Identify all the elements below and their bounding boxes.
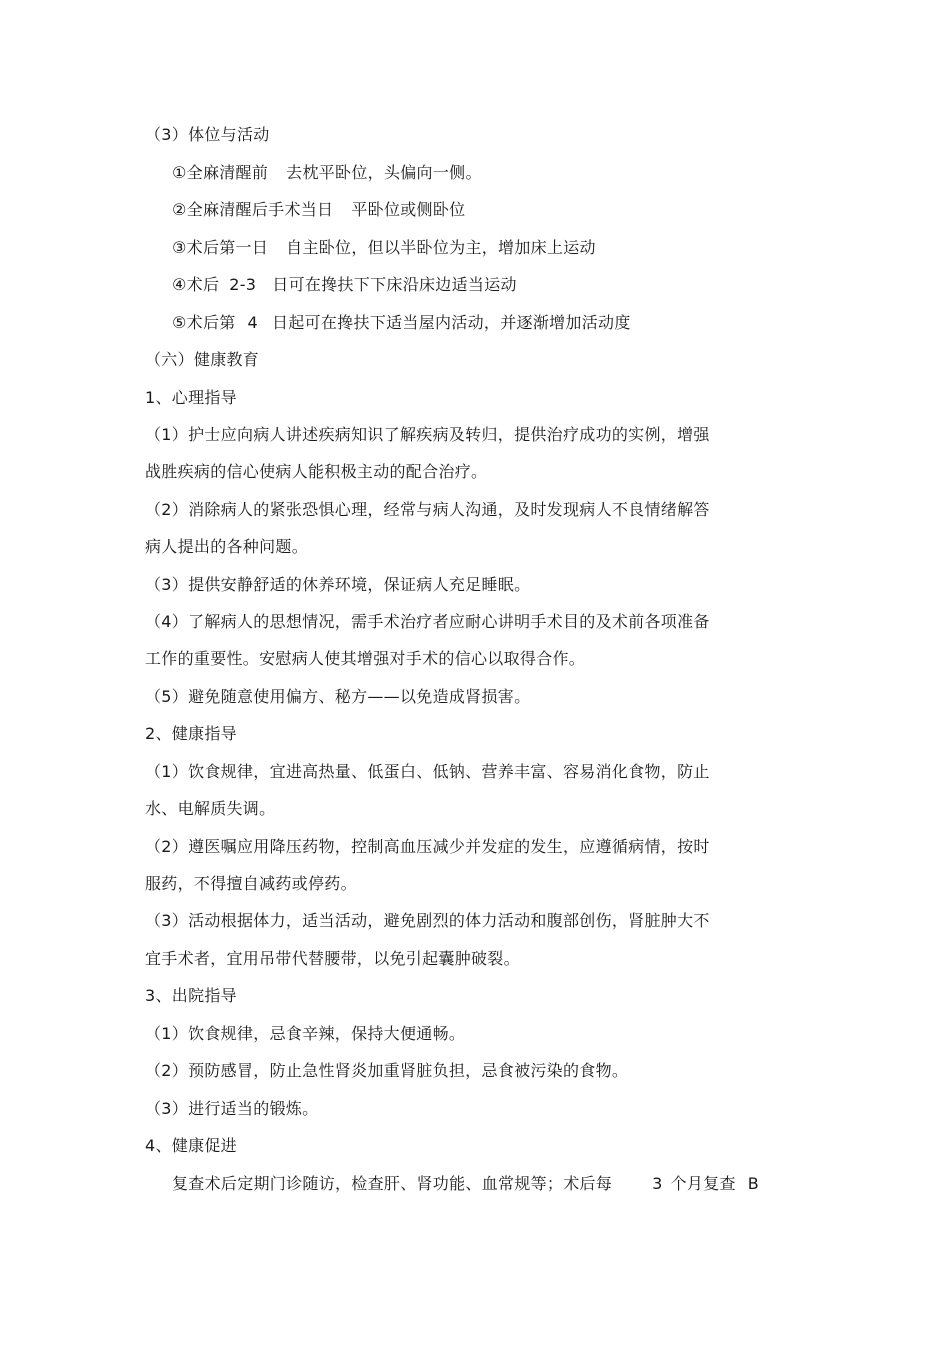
- subsection-title-psych: 1、心理指导: [145, 388, 237, 407]
- subsection-title-health: 2、健康指导: [145, 724, 237, 743]
- paragraph: （1）饮食规律，忌食辛辣，保持大便通畅。: [145, 1024, 466, 1043]
- position-item-5: ⑤术后第 4 日起可在搀扶下适当屋内活动，并逐渐增加活动度: [172, 313, 631, 332]
- paragraph: 水、电解质失调。: [145, 799, 276, 818]
- paragraph: 病人提出的各种问题。: [145, 537, 309, 556]
- paragraph: （4）了解病人的思想情况，需手术治疗者应耐心讲明手术目的及术前各项准备: [145, 612, 710, 631]
- section-title: （六）健康教育: [145, 350, 260, 369]
- subsection-title-discharge: 3、出院指导: [145, 986, 237, 1005]
- position-item-1: ①全麻清醒前 去枕平卧位，头偏向一侧。: [172, 163, 482, 182]
- paragraph: 战胜疾病的信心使病人能积极主动的配合治疗。: [145, 462, 488, 481]
- paragraph: （3）进行适当的锻炼。: [145, 1099, 319, 1118]
- position-item-2: ②全麻清醒后手术当日 平卧位或侧卧位: [172, 200, 466, 219]
- paragraph: （5）避免随意使用偏方、秘方——以免造成肾损害。: [145, 687, 531, 706]
- paragraph: （2）遵医嘱应用降压药物，控制高血压减少并发症的发生，应遵循病情，按时: [145, 837, 710, 856]
- paragraph: （2）预防感冒，防止急性肾炎加重肾脏负担，忌食被污染的食物。: [145, 1061, 629, 1080]
- paragraph: 复查术后定期门诊随访，检查肝、肾功能、血常规等；术后每 3 个月复查 B: [172, 1174, 760, 1193]
- position-item-3: ③术后第一日 自主卧位，但以半卧位为主，增加床上运动: [172, 238, 596, 257]
- paragraph: （3）活动根据体力，适当活动，避免剧烈的体力活动和腹部创伤，肾脏肿大不: [145, 911, 710, 930]
- position-heading: （3）体位与活动: [145, 125, 270, 144]
- paragraph: 工作的重要性。安慰病人使其增强对手术的信心以取得合作。: [145, 649, 586, 668]
- paragraph: （1）饮食规律，宜进高热量、低蛋白、低钠、营养丰富、容易消化食物，防止: [145, 762, 710, 781]
- position-item-4: ④术后 2-3 日可在搀扶下下床沿床边适当运动: [172, 275, 517, 294]
- paragraph: （1）护士应向病人讲述疾病知识了解疾病及转归，提供治疗成功的实例，增强: [145, 425, 710, 444]
- paragraph: （3）提供安静舒适的休养环境，保证病人充足睡眠。: [145, 575, 531, 594]
- paragraph: 宜手术者，宜用吊带代替腰带，以免引起囊肿破裂。: [145, 949, 520, 968]
- paragraph: （2）消除病人的紧张恐惧心理，经常与病人沟通，及时发现病人不良情绪解答: [145, 500, 710, 519]
- paragraph: 服药，不得擅自减药或停药。: [145, 874, 357, 893]
- subsection-title-promotion: 4、健康促进: [145, 1136, 237, 1155]
